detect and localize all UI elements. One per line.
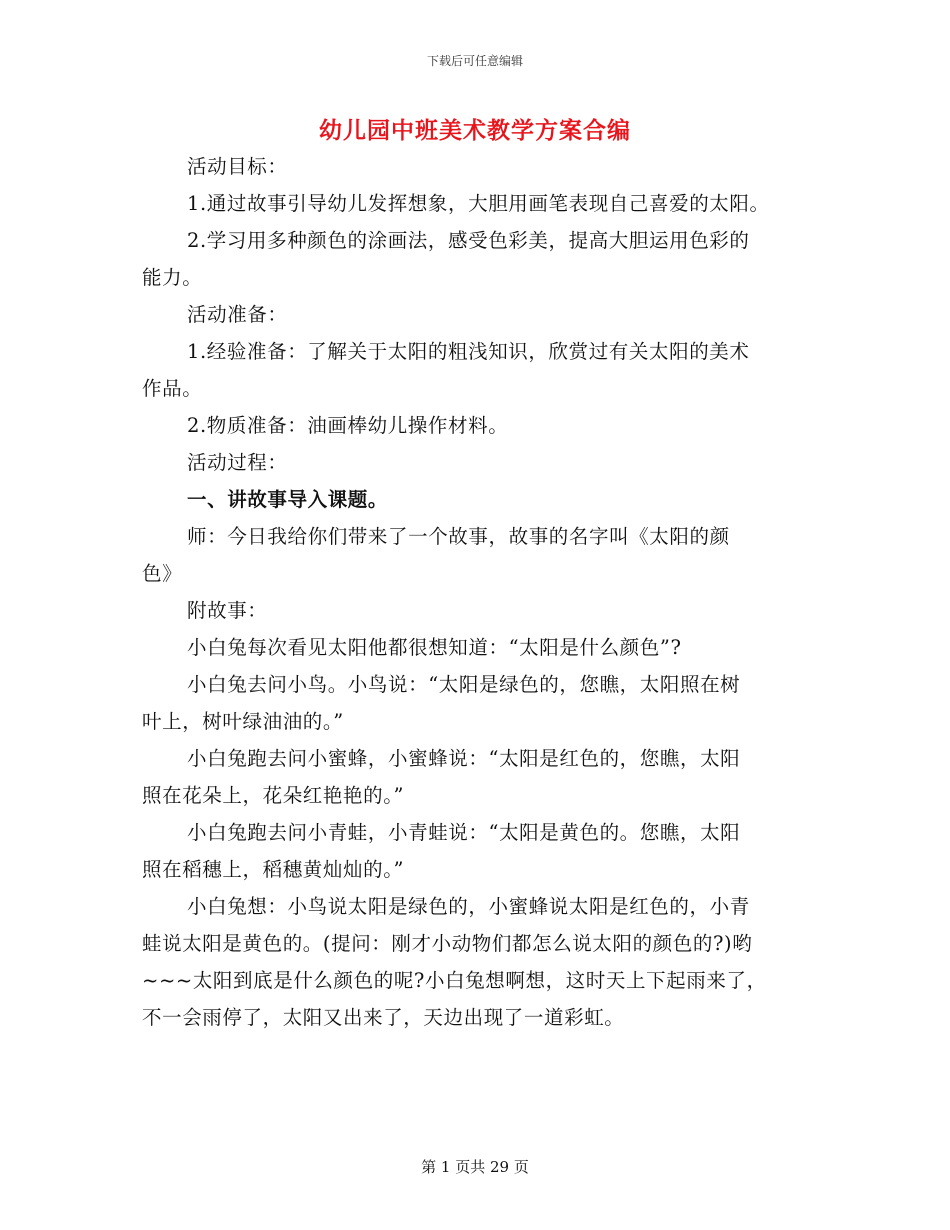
paragraph-line: 1.经验准备：了解关于太阳的粗浅知识，欣赏过有关太阳的美术 [187, 340, 750, 363]
paragraph-line: 2.物质准备：油画棒幼儿操作材料。 [187, 414, 509, 437]
paragraph-line: 蛙说太阳是黄色的。(提问：刚才小动物们都怎么说太阳的颜色的?)哟 [142, 932, 753, 955]
paragraph-line: 能力。 [142, 266, 203, 289]
section-heading: 一、讲故事导入课题。 [187, 488, 389, 511]
paragraph-line: 照在花朵上，花朵红艳艳的。” [142, 784, 405, 807]
paragraph-line: 活动目标： [187, 155, 288, 178]
page-header: 下载后可任意编辑 [426, 54, 523, 68]
paragraph-line: 小白兔去问小鸟。小鸟说：“太阳是绿色的，您瞧，太阳照在树 [187, 673, 741, 696]
paragraph-line: 附故事： [187, 599, 268, 622]
page-footer: 第 1 页共 29 页 [421, 1158, 529, 1176]
paragraph-line: 2.学习用多种颜色的涂画法，感受色彩美，提高大胆运用色彩的 [187, 229, 750, 252]
paragraph-line: 作品。 [142, 377, 203, 400]
paragraph-line: 1.通过故事引导幼儿发挥想象，大胆用画笔表现自己喜爱的太阳。 [187, 192, 770, 215]
paragraph-line: 照在稻穗上，稻穗黄灿灿的。” [142, 858, 405, 881]
paragraph-line: 活动过程： [187, 451, 288, 474]
paragraph-line: 小白兔想：小鸟说太阳是绿色的，小蜜蜂说太阳是红色的，小青 [187, 895, 750, 918]
document-title: 幼儿园中班美术教学方案合编 [319, 117, 631, 144]
paragraph-line: 叶上，树叶绿油油的。” [142, 710, 344, 733]
paragraph-line: 活动准备： [187, 303, 288, 326]
paragraph-line: 色》 [142, 562, 183, 585]
paragraph-line: 小白兔跑去问小蜜蜂，小蜜蜂说：“太阳是红色的，您瞧，太阳 [187, 747, 741, 770]
document-body [142, 148, 814, 1036]
paragraph-line: 师：今日我给你们带来了一个故事，故事的名字叫《太阳的颜 [187, 525, 730, 548]
paragraph-line: 小白兔跑去问小青蛙，小青蛙说：“太阳是黄色的。您瞧，太阳 [187, 821, 741, 844]
paragraph-line: ~~~太阳到底是什么颜色的呢?小白兔想啊想，这时天上下起雨来了， [142, 969, 767, 992]
paragraph-line: 小白兔每次看见太阳他都很想知道：“太阳是什么颜色”? [187, 636, 682, 659]
paragraph-line: 不一会雨停了，太阳又出来了，天边出现了一道彩虹。 [142, 1006, 625, 1029]
